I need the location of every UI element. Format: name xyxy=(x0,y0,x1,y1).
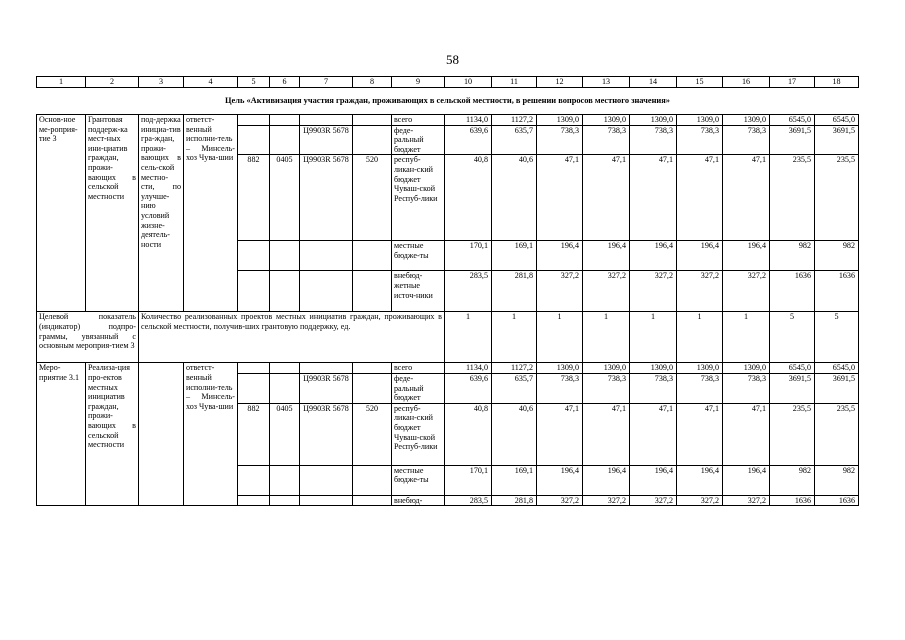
indicator-label: Целевой показатель (индикатор) подпро-граммы, увязанный с основным мероприя-тием 3 xyxy=(37,312,139,363)
funding-value: 170,1 xyxy=(445,465,492,495)
target-article-code xyxy=(300,115,353,126)
funding-value: 47,1 xyxy=(677,155,723,241)
table-row xyxy=(37,363,859,374)
funding-value: 47,1 xyxy=(537,403,583,465)
column-number: 13 xyxy=(583,77,630,88)
expense-type-code xyxy=(353,465,392,495)
funding-value: 639,6 xyxy=(445,125,492,155)
column-number-row xyxy=(37,77,859,88)
funding-value: 196,4 xyxy=(630,241,677,271)
funding-value: 982 xyxy=(770,465,815,495)
funding-value: 982 xyxy=(815,241,859,271)
funding-value: 982 xyxy=(815,465,859,495)
indicator-value: 1 xyxy=(492,312,537,363)
funding-value: 196,4 xyxy=(583,241,630,271)
indicator-value: 5 xyxy=(770,312,815,363)
grbs-code xyxy=(238,241,270,271)
funding-value: 738,3 xyxy=(583,125,630,155)
funding-value: 635,7 xyxy=(492,125,537,155)
funding-value: 1309,0 xyxy=(630,115,677,126)
funding-value: 738,3 xyxy=(630,125,677,155)
funding-value: 283,5 xyxy=(445,271,492,312)
funding-value: 196,4 xyxy=(537,465,583,495)
indicator-value: 1 xyxy=(445,312,492,363)
grbs-code xyxy=(238,363,270,374)
funding-value: 1636 xyxy=(770,495,815,506)
expense-type-code xyxy=(353,125,392,155)
funding-value: 1309,0 xyxy=(677,115,723,126)
funding-source: феде-ральный бюджет xyxy=(392,373,445,403)
funding-value: 47,1 xyxy=(723,403,770,465)
funding-value: 283,5 xyxy=(445,495,492,506)
funding-value: 1309,0 xyxy=(583,363,630,374)
column-number: 17 xyxy=(770,77,815,88)
funding-value: 281,8 xyxy=(492,495,537,506)
grbs-code xyxy=(238,495,270,506)
funding-value: 47,1 xyxy=(630,403,677,465)
table-row xyxy=(37,115,859,126)
funding-value: 1127,2 xyxy=(492,363,537,374)
funding-value: 235,5 xyxy=(770,403,815,465)
funding-value: 170,1 xyxy=(445,241,492,271)
indicator-value: 1 xyxy=(677,312,723,363)
funding-value: 40,6 xyxy=(492,403,537,465)
funding-value: 639,6 xyxy=(445,373,492,403)
event-title: Грантовая поддерж-ка мест-ных ини-циатив граждан, прожи-вающих в сельской местности xyxy=(86,115,139,312)
column-number: 9 xyxy=(392,77,445,88)
funding-value: 169,1 xyxy=(492,465,537,495)
funding-value: 196,4 xyxy=(723,241,770,271)
target-article-code xyxy=(300,465,353,495)
event-name: Меро-приятие 3.1 xyxy=(37,363,86,506)
indicator-value: 1 xyxy=(583,312,630,363)
funding-value: 47,1 xyxy=(723,155,770,241)
expense-type-code xyxy=(353,373,392,403)
grbs-code xyxy=(238,125,270,155)
grbs-code: 882 xyxy=(238,403,270,465)
funding-source: всего xyxy=(392,115,445,126)
funding-value: 196,4 xyxy=(677,465,723,495)
funding-value: 281,8 xyxy=(492,271,537,312)
funding-value: 1309,0 xyxy=(537,115,583,126)
funding-value: 738,3 xyxy=(723,373,770,403)
grbs-code: 882 xyxy=(238,155,270,241)
column-number: 10 xyxy=(445,77,492,88)
column-number: 2 xyxy=(86,77,139,88)
funding-value: 1309,0 xyxy=(537,363,583,374)
grbs-code xyxy=(238,373,270,403)
column-number: 8 xyxy=(353,77,392,88)
column-number: 14 xyxy=(630,77,677,88)
target-article-code: Ц9903R 5678 xyxy=(300,125,353,155)
funding-value: 40,8 xyxy=(445,155,492,241)
funding-value: 47,1 xyxy=(630,155,677,241)
expense-type-code xyxy=(353,241,392,271)
indicator-row xyxy=(37,312,859,363)
indicator-text: Количество реализованных проектов местных инициатив граждан, проживающих в сельской местности, получив-ших грантовую поддержку, ед. xyxy=(139,312,445,363)
target-article-code: Ц9903R 5678 xyxy=(300,373,353,403)
section-code xyxy=(270,271,300,312)
responsible-executor: ответст-венный исполни-тель – Минсель-хоз Чува-шии xyxy=(184,363,238,506)
funding-source: респуб-ликан-ский бюджет Чуваш-ской Респуб-лики xyxy=(392,403,445,465)
budget-table xyxy=(36,76,859,506)
funding-value: 738,3 xyxy=(677,373,723,403)
funding-value: 738,3 xyxy=(723,125,770,155)
funding-value: 196,4 xyxy=(537,241,583,271)
grbs-code xyxy=(238,465,270,495)
target-article-code xyxy=(300,271,353,312)
target-article-code: Ц9903R 5678 xyxy=(300,155,353,241)
funding-value: 6545,0 xyxy=(770,363,815,374)
funding-value: 327,2 xyxy=(723,495,770,506)
funding-value: 196,4 xyxy=(630,465,677,495)
funding-value: 327,2 xyxy=(537,495,583,506)
funding-value: 47,1 xyxy=(677,403,723,465)
funding-value: 1636 xyxy=(815,271,859,312)
funding-value: 1309,0 xyxy=(677,363,723,374)
funding-value: 327,2 xyxy=(583,271,630,312)
event-description: под-держка инициа-тив гра-ждан, прожи-вающих в сель-ской местно-сти, по улучше-нию условий жизне-деятель-ности xyxy=(139,115,184,312)
funding-value: 982 xyxy=(770,241,815,271)
indicator-value: 1 xyxy=(630,312,677,363)
funding-value: 1134,0 xyxy=(445,115,492,126)
funding-value: 635,7 xyxy=(492,373,537,403)
target-article-code xyxy=(300,363,353,374)
page-number: 58 xyxy=(446,52,459,67)
funding-value: 1309,0 xyxy=(583,115,630,126)
expense-type-code xyxy=(353,271,392,312)
funding-value: 235,5 xyxy=(815,403,859,465)
funding-value: 1309,0 xyxy=(723,115,770,126)
funding-value: 47,1 xyxy=(537,155,583,241)
funding-value: 6545,0 xyxy=(815,363,859,374)
funding-value: 235,5 xyxy=(770,155,815,241)
section-code xyxy=(270,373,300,403)
column-number: 16 xyxy=(723,77,770,88)
target-article-code xyxy=(300,495,353,506)
funding-value: 3691,5 xyxy=(815,125,859,155)
funding-value: 3691,5 xyxy=(770,373,815,403)
funding-value: 235,5 xyxy=(815,155,859,241)
funding-value: 196,4 xyxy=(583,465,630,495)
funding-value: 327,2 xyxy=(537,271,583,312)
grbs-code xyxy=(238,115,270,126)
funding-value: 47,1 xyxy=(583,403,630,465)
section-code: 0405 xyxy=(270,155,300,241)
funding-value: 327,2 xyxy=(630,495,677,506)
indicator-value: 1 xyxy=(723,312,770,363)
section-code: 0405 xyxy=(270,403,300,465)
section-code xyxy=(270,465,300,495)
funding-value: 196,4 xyxy=(723,465,770,495)
indicator-value: 1 xyxy=(537,312,583,363)
funding-value: 40,8 xyxy=(445,403,492,465)
funding-source: местные бюдже-ты xyxy=(392,241,445,271)
column-number: 5 xyxy=(238,77,270,88)
section-code xyxy=(270,125,300,155)
funding-source: местные бюдже-ты xyxy=(392,465,445,495)
grbs-code xyxy=(238,271,270,312)
section-code xyxy=(270,241,300,271)
column-number: 11 xyxy=(492,77,537,88)
section-code xyxy=(270,363,300,374)
funding-value: 738,3 xyxy=(630,373,677,403)
expense-type-code: 520 xyxy=(353,155,392,241)
funding-value: 6545,0 xyxy=(815,115,859,126)
funding-value: 169,1 xyxy=(492,241,537,271)
responsible-executor: ответст-венный исполни-тель – Минсель-хоз Чува-шии xyxy=(184,115,238,312)
section-code xyxy=(270,115,300,126)
indicator-value: 5 xyxy=(815,312,859,363)
funding-source: респуб-ликан-ский бюджет Чуваш-ской Респуб-лики xyxy=(392,155,445,241)
section-code xyxy=(270,495,300,506)
column-number: 6 xyxy=(270,77,300,88)
funding-value: 738,3 xyxy=(537,125,583,155)
target-article-code: Ц9903R 5678 xyxy=(300,403,353,465)
funding-value: 1636 xyxy=(770,271,815,312)
column-number: 1 xyxy=(37,77,86,88)
funding-value: 3691,5 xyxy=(770,125,815,155)
funding-value: 327,2 xyxy=(677,495,723,506)
column-number: 18 xyxy=(815,77,859,88)
funding-value: 738,3 xyxy=(537,373,583,403)
column-number: 7 xyxy=(300,77,353,88)
goal-title: Цель «Активизация участия граждан, проживающих в сельской местности, в решении вопросов местного значения» xyxy=(37,88,859,115)
expense-type-code: 520 xyxy=(353,403,392,465)
funding-value: 1636 xyxy=(815,495,859,506)
column-number: 15 xyxy=(677,77,723,88)
funding-value: 40,6 xyxy=(492,155,537,241)
funding-value: 327,2 xyxy=(583,495,630,506)
funding-value: 1309,0 xyxy=(630,363,677,374)
funding-value: 6545,0 xyxy=(770,115,815,126)
expense-type-code xyxy=(353,495,392,506)
funding-value: 3691,5 xyxy=(815,373,859,403)
funding-value: 196,4 xyxy=(677,241,723,271)
event-name: Основ-ное ме-роприя-тие 3 xyxy=(37,115,86,312)
funding-value: 1309,0 xyxy=(723,363,770,374)
funding-value: 1134,0 xyxy=(445,363,492,374)
funding-source: феде-ральный бюджет xyxy=(392,125,445,155)
expense-type-code xyxy=(353,363,392,374)
column-number: 3 xyxy=(139,77,184,88)
funding-value: 738,3 xyxy=(677,125,723,155)
funding-source: внебюд- xyxy=(392,495,445,506)
funding-source: всего xyxy=(392,363,445,374)
funding-value: 47,1 xyxy=(583,155,630,241)
funding-value: 1127,2 xyxy=(492,115,537,126)
event-description xyxy=(139,363,184,506)
expense-type-code xyxy=(353,115,392,126)
funding-value: 738,3 xyxy=(583,373,630,403)
event-title: Реализа-ция про-ектов местных инициатив граждан, прожи-вающих в сельской местности xyxy=(86,363,139,506)
funding-value: 327,2 xyxy=(630,271,677,312)
target-article-code xyxy=(300,241,353,271)
funding-source: внебюд-жетные источ-ники xyxy=(392,271,445,312)
funding-value: 327,2 xyxy=(677,271,723,312)
goal-row xyxy=(37,88,859,115)
funding-value: 327,2 xyxy=(723,271,770,312)
column-number: 4 xyxy=(184,77,238,88)
column-number: 12 xyxy=(537,77,583,88)
